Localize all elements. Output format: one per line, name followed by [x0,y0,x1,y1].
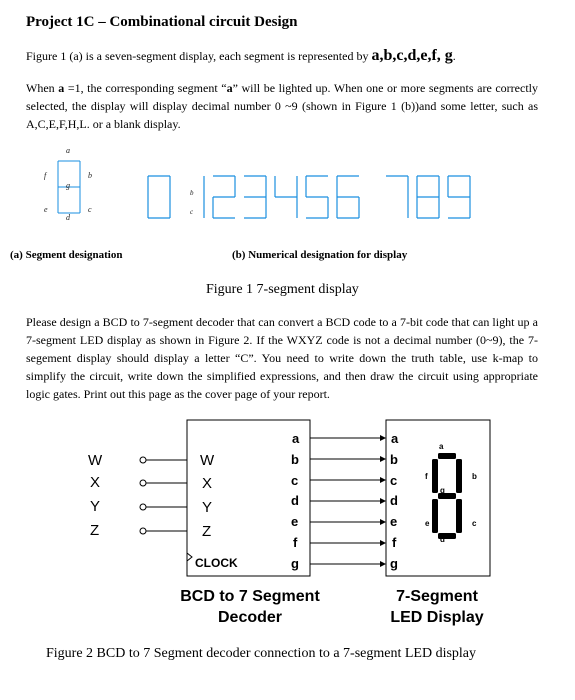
decoder-output-b: b [291,452,299,467]
figure-1-caption: Figure 1 7-segment display [206,282,359,297]
input-terminal-y [140,504,146,510]
led-label-b: b [472,472,477,481]
led-segment-c [456,499,462,533]
decoder-title-line-2: Decoder [217,609,283,626]
digit1-label-b: b [190,189,194,197]
display-title-line-2: LED Display [390,609,484,626]
led-label-d: d [440,535,445,544]
intro-period: . [452,49,456,63]
led-label-g: g [440,486,445,495]
led-segment-e [432,499,438,533]
display-input-a: a [391,431,399,446]
led-label-a: a [439,442,444,451]
display-input-g: g [390,556,398,571]
design-instructions-paragraph: Please design a BCD to 7-segment decoder that can convert a BCD code to a 7-bit code that can light up a 7-segment LED display as shown in Figure 2. If the WXYZ code is not a decimal number (0~9), the 7-segement display should display a letter “C”. You need to write down the truth table, use k-map to simplify the circuit, write down the simplified expressions, and then draw the circuit using appropriate logic gates. Print out this page as the cover page of your report. [26,315,538,401]
decoder-input-z: Z [202,523,212,540]
input-terminal-z [140,528,146,534]
decoder-output-c: c [291,473,299,488]
led-label-c: c [472,519,477,528]
decoder-output-f: f [293,535,298,550]
seg-label-c: c [88,205,92,214]
seg-label-g: g [66,181,70,190]
seg-label-e: e [44,205,48,214]
p2-text-3: ” will be lighted up. When one or more segments are correctly selected, the display will display decimal number 0 ~9 (shown in Figure 1 (b))and some letter, such as A,C,E,F,H,L. or a blank display. [26,81,538,131]
figure-2-caption: Figure 2 BCD to 7 Segment decoder connection to a 7-segment LED display [46,646,477,661]
decoder-input-w: W [200,452,215,469]
decoder-input-x: X [202,475,213,492]
numerical-digits-display [148,176,470,218]
figure-2-decoder-connection [0,405,575,640]
segment-list: a,b,c,d,e,f, g [371,47,453,64]
input-y-label: Y [90,498,101,515]
display-title-line-1: 7-Segment [396,588,478,605]
output-wires [310,435,386,567]
p2-bold-a: a [58,81,65,95]
decoder-output-d: d [291,493,299,508]
display-input-c: c [390,473,398,488]
display-input-b: b [390,452,398,467]
led-segment-b [456,459,462,493]
clock-label: CLOCK [195,556,238,570]
seg-label-f: f [44,171,47,180]
input-terminal-w [140,457,146,463]
input-x-label: X [90,474,101,491]
led-label-e: e [425,519,430,528]
caption-numerical-designation: (b) Numerical designation for display [232,249,408,261]
display-input-e: e [390,514,398,529]
p2-bold-a-quote: a [226,81,233,95]
page-title: Project 1C – Combinational circuit Design [26,14,298,30]
p2-text-2: =1, the corresponding segment “ [64,81,227,95]
seg-label-d: d [66,213,70,222]
display-input-f: f [392,535,397,550]
decoder-output-g: g [291,556,299,571]
input-w-label: W [88,452,103,469]
seg-label-b: b [88,171,92,180]
decoder-input-y: Y [202,499,213,516]
decoder-output-a: a [292,431,300,446]
intro-paragraph [26,47,538,65]
decoder-output-e: e [291,514,299,529]
segment-description-paragraph [26,79,538,133]
digit1-label-c: c [190,208,194,216]
led-display-box [386,420,490,576]
p2-text-1: When [26,81,59,95]
figure-1-seven-segment [0,140,575,250]
led-segment-f [432,459,438,493]
led-segment-a [438,453,456,459]
decoder-title-line-1: BCD to 7 Segment [180,588,320,605]
display-input-d: d [390,493,398,508]
input-terminal-x [140,480,146,486]
caption-segment-designation: (a) Segment designation [10,249,123,261]
seg-label-a: a [66,146,70,155]
input-z-label: Z [90,522,100,539]
led-label-f: f [425,472,428,481]
intro-text: Figure 1 (a) is a seven-segment display, each segment is represented by [26,49,372,63]
